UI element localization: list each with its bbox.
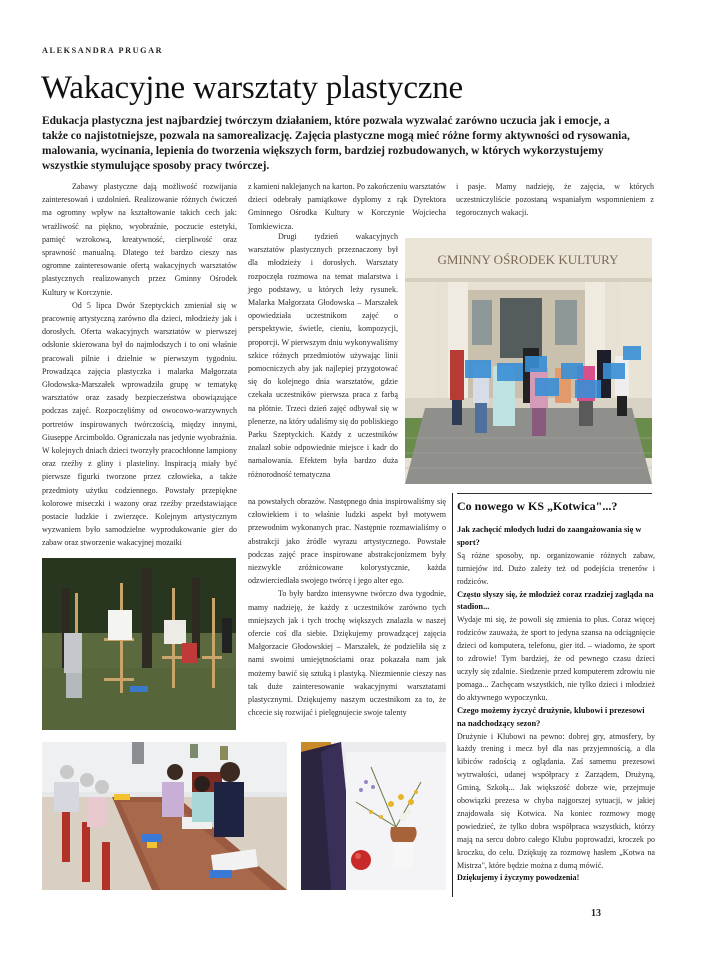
sidebar-title: Co nowego w KS „Kotwica"...? [457,499,618,513]
interview-closing: Dziękujemy i życzymy powodzenia! [457,873,580,883]
article-column-2-top [248,180,446,233]
interview-question: Jak zachęcić młodych ludzi do zaangażowania się w sport? [457,525,642,547]
interview-question: Często słyszy się, że młodzież coraz rzadziej zagląda na stadion... [457,589,654,612]
sidebar-divider [457,493,652,494]
interview-answer: Drużynie i Klubowi na pewno: dobrej gry, atmosfery, by każdy trening i mecz był dla nas przyjemnością, a dla kibiców radością z oglądania. Zaś samemu prezesowi wytrwałości, udanej współpracy z Zarządem, Drużyną, Gminą, Szkołą... Jak większość dobrze wie, przejmuje obowiązki prezesa w chyba najgorszej sytuacji, w jakiej znajdowała się Kotwica. Na koniec rozmowy mogę powiedzieć, że tylko dobra współpraca wszystkich, którzy mają na sercu dobro całego Klubu poprowadzi, kroczek po kroczku, do celu. Dziękuję za rozmowę hasłem „Kotwa na Mistrza", które będzie można z dumą mówić. [457,731,655,870]
author-byline: ALEKSANDRA PRUGAR [42,46,164,55]
paragraph: Drugi tydzień wakacyjnych warsztatów plastycznych przeznaczony był dla młodzieży i dorosłych. Warsztaty rozpoczęła rozmowa na temat malarstwa i jego podstawy, u których leży rysunek. Malarka Małgorzata Głodowska – Marszałek opowiedziała uczestnikom zajęć o perspektywie, świetle, cieniu, kompozycji, proporcji. W pierwszym dniu wykonywaliśmy szkice różnych przedmiotów używając linii pomocniczych aby jak najlepiej przygotować się do kolejnego dnia warsztatów, gdzie czekała uczestników pierwsza praca z farbą na płótnie. Trzeci dzień zajęć odbywał się w plenerze, na który udaliśmy się do pobliskiego Parku Szeptyckich. Każdy z uczestników znalazł sobie odpowiednie miejsce i kadr do namalowania. Efektem była bardzo duża różnorodność tematyczna [248,232,398,479]
paragraph: Zabawy plastyczne dają możliwość rozwijania zainteresowań i uzdolnień. Realizowanie różnych ćwiczeń ma ogromny wpływ na kształtowanie takich cech jak: wrażliwość na piękno, wyobraźnie, poczucie estetyki, pamięć wzrokową, kreatywność, cierpliwość oraz sprawność manualną. Dlatego też bardzo cieszy nas ogromne zainteresowanie ofertą wakacyjnych warsztatów plastycznych realizowanych przez Gminny Ośrodek Kultury w Korczynie. [42,182,237,297]
article-title: Wakacyjne warsztaty plastyczne [41,70,463,106]
article-column-2-bottom [248,495,446,719]
sidebar-interview [457,524,655,885]
article-column-3 [456,180,654,220]
paragraph: To były bardzo intensywne twórczo dwa tygodnie, mamy nadzieję, że każdy z uczestników zarówno tych mniejszych jak i tych trochę większych znalazła w naszej ofercie coś dla siebie. Dziękujemy prowadzącej zajęcia Małgorzacie Głodowskiej – Marszałek, że podzieliła się z nami swoimi umiejętnościami oraz pokazała nam jak możemy bawić się sztuką i plastyką. Niezmiennie cieszy nas tak duże zainteresowanie wakacyjnymi warsztatami plastycznymi. Dziękujemy naszym uczestnikom za to, że chcecie się rozwijać i pielęgnujecie swoje talenty [248,589,446,718]
building-sign-text: GMINNY OŚRODEK KULTURY [437,252,619,267]
article-column-1 [42,180,237,550]
paragraph: na powstałych obrazów. Następnego dnia inspirowaliśmy się człowiekiem i to właśnie ludzki aspekt był motywem przewodnim wykonanych prac. Następnie rozmawialiśmy o abstrakcji jako źródle wyrazu artystycznego. Powstałe podczas zajęć prace inspirowane abstrakcjonizmem były niezwykle zróżnicowane kolorystycznie, każda odzwierciedlała swojego twórcę i jego alter ego. [248,497,446,586]
paragraph: i pasje. Mamy nadzieję, że zajęcia, w których uczestniczyliście pozostaną wspaniałym wspomnieniem z tegorocznych wakacji. [456,182,654,218]
interview-answer: Są różne sposoby, np. organizowanie różnych zabaw, turniejów itd. Dużo zależy też od podejścia trenerów i rodziców. [457,550,655,586]
article-lead: Edukacja plastyczna jest najbardziej twórczym działaniem, które pozwala wyzwalać zarówno uczucia jak i emocje, a także co najistotniejsze, pozwala na samorealizację. Zajęcia plastyczne mogą mieć różne formy aktywności od rysowania, malowania, wycinania, lepienia do tworzenia większych form, bardziej rozbudowanych, w których wykorzystujemy wszystkie stymulujące sposoby pracy twórczej. [42,115,630,172]
paragraph: Od 5 lipca Dwór Szeptyckich zmieniał się w pracownię artystyczną zarówno dla dzieci, młodzieży jak i dorosłych. Oferta wakacyjnych warsztatów w pierwszej odsłonie skierowana był do najmłodszych i to oni właśnie pracowali pilnie i dzielnie w pierwszym tygodniu. Prowadząca zajęcia plastyczka i malarka Małgorzata Głodowska-Marszałek wprowadziła grupę w tematykę warsztatów oraz zasady bezpieczeństwa obowiązujące podczas zajęć. Rozpoczęliśmy od owocowo-warzywnych portretów inspirowanych twórczością, między innymi, Giuseppe Arcimboldo. Ograniczała nas jedynie wyobraźnia. W kolejnych dniach dzieci tworzyły pracochłonne lampiony oraz rzeźby z gliny i plasteliny. Inspiracją miały być pierwsze figurki tworzone przez człowieka, a także przedmioty użytku codziennego. Powstały przepiękne kolorowe miseczki i wazony oraz rzeźby przedstawiające postacie ludzkie i zwierzęce. Kolejnym artystycznym wyzwaniem było samodzielne wyprodukowanie gier do zabaw oraz stworzenie wakacyjnej mozaiki [42,300,237,548]
page-number: 13 [591,908,601,919]
photo-still-life [301,742,446,890]
photo-classroom-table [42,742,287,890]
photo-building-group [405,238,652,484]
photo-park-easels [42,558,236,730]
article-column-2-wrapped [248,230,398,481]
paragraph: z kamieni naklejanych na karton. Po zakończeniu warsztatów dzieci odebrały pamiątkowe dyplomy z rąk Dyrektora Gminnego Ośrodka Kultury w Korczynie Wojciecha Tomkiewicza. [248,182,446,231]
interview-answer: Wydaje mi się, że powoli się zmienia to plus. Coraz więcej rodziców zauważa, że sport to jedyna szansa na odciągnięcie dzieci od komputera, telefonu, gier itd. – wiadomo, że sport to zdrowie! Tym bardziej, że od pewnego czasu dzieci uczyły się zdalnie. Siedzenie przed komputerem zdrowiu nie pomaga... Zachęcam wszystkich, nie tylko dzieci i młodzież do aktywnego wypoczynku. [457,615,655,702]
interview-question: Czego możemy życzyć drużynie, klubowi i prezesowi na nadchodzący sezon? [457,705,645,728]
